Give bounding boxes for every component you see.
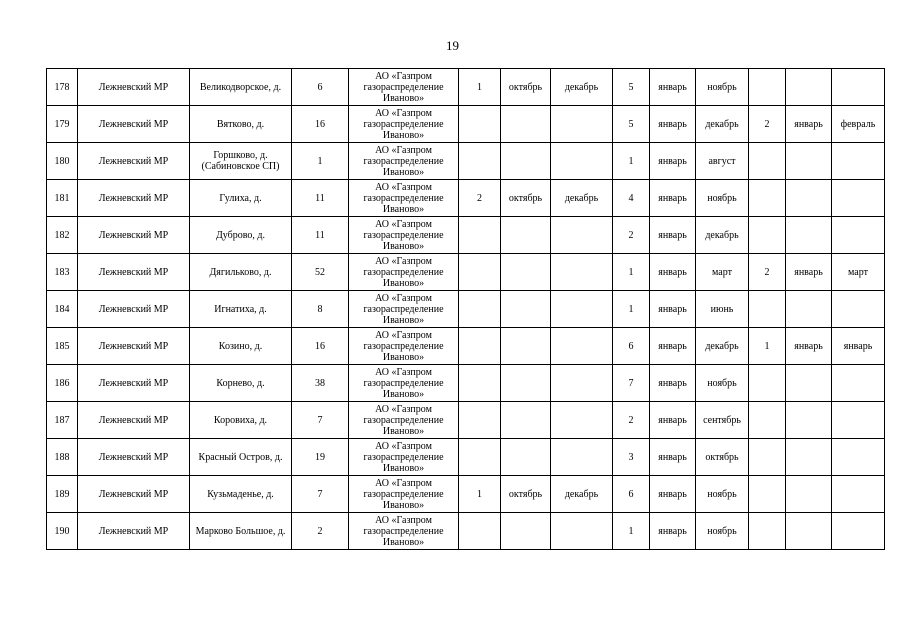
stage3-count-cell bbox=[749, 180, 786, 217]
settlement-cell: Горшково, д. (Сабиновское СП) bbox=[190, 143, 292, 180]
stage1-start-cell bbox=[501, 254, 551, 291]
stage1-count-cell bbox=[459, 328, 501, 365]
stage1-start-cell bbox=[501, 328, 551, 365]
count-cell: 52 bbox=[292, 254, 349, 291]
stage2-start-cell: январь bbox=[650, 106, 696, 143]
stage2-count-cell: 6 bbox=[613, 476, 650, 513]
stage3-count-cell bbox=[749, 476, 786, 513]
row-number-cell: 186 bbox=[47, 365, 78, 402]
stage1-end-cell bbox=[551, 365, 613, 402]
stage3-count-cell bbox=[749, 365, 786, 402]
organization-cell: АО «Газпром газораспределение Иваново» bbox=[349, 143, 459, 180]
organization-cell: АО «Газпром газораспределение Иваново» bbox=[349, 402, 459, 439]
settlement-cell: Великодворское, д. bbox=[190, 69, 292, 106]
row-number-cell: 182 bbox=[47, 217, 78, 254]
district-cell: Лежневский МР bbox=[78, 143, 190, 180]
stage3-count-cell bbox=[749, 439, 786, 476]
stage3-start-cell bbox=[786, 180, 832, 217]
stage2-start-cell: январь bbox=[650, 217, 696, 254]
organization-cell: АО «Газпром газораспределение Иваново» bbox=[349, 69, 459, 106]
stage3-end-cell bbox=[832, 180, 885, 217]
stage1-count-cell: 1 bbox=[459, 69, 501, 106]
stage3-start-cell bbox=[786, 439, 832, 476]
stage2-start-cell: январь bbox=[650, 291, 696, 328]
stage1-start-cell bbox=[501, 217, 551, 254]
stage1-end-cell bbox=[551, 217, 613, 254]
stage3-start-cell: январь bbox=[786, 254, 832, 291]
stage3-start-cell bbox=[786, 217, 832, 254]
count-cell: 1 bbox=[292, 143, 349, 180]
table-row bbox=[47, 254, 885, 291]
district-cell: Лежневский МР bbox=[78, 106, 190, 143]
count-cell: 2 bbox=[292, 513, 349, 550]
stage2-start-cell: январь bbox=[650, 69, 696, 106]
stage3-count-cell bbox=[749, 69, 786, 106]
stage3-end-cell bbox=[832, 476, 885, 513]
settlement-cell: Марково Большое, д. bbox=[190, 513, 292, 550]
stage1-count-cell: 2 bbox=[459, 180, 501, 217]
stage3-count-cell bbox=[749, 291, 786, 328]
stage2-count-cell: 7 bbox=[613, 365, 650, 402]
stage2-count-cell: 2 bbox=[613, 402, 650, 439]
organization-cell: АО «Газпром газораспределение Иваново» bbox=[349, 180, 459, 217]
count-cell: 11 bbox=[292, 217, 349, 254]
stage2-start-cell: январь bbox=[650, 439, 696, 476]
table-row bbox=[47, 69, 885, 106]
table-row bbox=[47, 476, 885, 513]
row-number-cell: 183 bbox=[47, 254, 78, 291]
district-cell: Лежневский МР bbox=[78, 365, 190, 402]
stage3-end-cell bbox=[832, 291, 885, 328]
stage3-start-cell bbox=[786, 402, 832, 439]
row-number-cell: 185 bbox=[47, 328, 78, 365]
settlement-cell: Коровиха, д. bbox=[190, 402, 292, 439]
stage3-end-cell bbox=[832, 513, 885, 550]
row-number-cell: 190 bbox=[47, 513, 78, 550]
stage2-start-cell: январь bbox=[650, 254, 696, 291]
stage1-start-cell bbox=[501, 439, 551, 476]
row-number-cell: 184 bbox=[47, 291, 78, 328]
stage3-start-cell: январь bbox=[786, 106, 832, 143]
stage1-count-cell bbox=[459, 402, 501, 439]
row-number-cell: 181 bbox=[47, 180, 78, 217]
stage1-start-cell bbox=[501, 143, 551, 180]
count-cell: 19 bbox=[292, 439, 349, 476]
table-row bbox=[47, 106, 885, 143]
count-cell: 16 bbox=[292, 106, 349, 143]
stage1-start-cell: октябрь bbox=[501, 180, 551, 217]
stage3-end-cell: март bbox=[832, 254, 885, 291]
table-row bbox=[47, 328, 885, 365]
stage1-end-cell: декабрь bbox=[551, 180, 613, 217]
stage3-count-cell: 2 bbox=[749, 106, 786, 143]
stage2-count-cell: 5 bbox=[613, 69, 650, 106]
stage1-end-cell bbox=[551, 106, 613, 143]
stage3-start-cell bbox=[786, 69, 832, 106]
stage1-end-cell bbox=[551, 254, 613, 291]
stage1-end-cell bbox=[551, 402, 613, 439]
stage2-end-cell: ноябрь bbox=[696, 180, 749, 217]
district-cell: Лежневский МР bbox=[78, 180, 190, 217]
count-cell: 16 bbox=[292, 328, 349, 365]
stage3-end-cell bbox=[832, 69, 885, 106]
stage1-count-cell bbox=[459, 439, 501, 476]
stage1-end-cell bbox=[551, 513, 613, 550]
stage3-end-cell bbox=[832, 143, 885, 180]
stage1-start-cell: октябрь bbox=[501, 69, 551, 106]
stage1-start-cell bbox=[501, 402, 551, 439]
district-cell: Лежневский МР bbox=[78, 69, 190, 106]
stage2-start-cell: январь bbox=[650, 402, 696, 439]
stage2-count-cell: 3 bbox=[613, 439, 650, 476]
stage2-count-cell: 6 bbox=[613, 328, 650, 365]
stage2-count-cell: 1 bbox=[613, 254, 650, 291]
stage2-count-cell: 4 bbox=[613, 180, 650, 217]
table-body bbox=[47, 69, 885, 550]
row-number-cell: 188 bbox=[47, 439, 78, 476]
stage3-start-cell bbox=[786, 513, 832, 550]
row-number-cell: 178 bbox=[47, 69, 78, 106]
stage1-start-cell bbox=[501, 106, 551, 143]
stage3-start-cell bbox=[786, 365, 832, 402]
row-number-cell: 187 bbox=[47, 402, 78, 439]
stage1-end-cell bbox=[551, 143, 613, 180]
stage1-count-cell bbox=[459, 254, 501, 291]
district-cell: Лежневский МР bbox=[78, 291, 190, 328]
stage1-end-cell: декабрь bbox=[551, 476, 613, 513]
stage2-end-cell: ноябрь bbox=[696, 69, 749, 106]
stage2-count-cell: 1 bbox=[613, 291, 650, 328]
stage2-end-cell: март bbox=[696, 254, 749, 291]
stage3-end-cell bbox=[832, 439, 885, 476]
table-row bbox=[47, 439, 885, 476]
stage2-end-cell: октябрь bbox=[696, 439, 749, 476]
stage2-start-cell: январь bbox=[650, 513, 696, 550]
stage2-end-cell: декабрь bbox=[696, 106, 749, 143]
stage1-start-cell bbox=[501, 291, 551, 328]
stage3-count-cell bbox=[749, 217, 786, 254]
settlement-cell: Козино, д. bbox=[190, 328, 292, 365]
stage3-count-cell bbox=[749, 143, 786, 180]
stage3-end-cell bbox=[832, 217, 885, 254]
organization-cell: АО «Газпром газораспределение Иваново» bbox=[349, 291, 459, 328]
stage3-count-cell bbox=[749, 513, 786, 550]
stage1-count-cell bbox=[459, 513, 501, 550]
stage1-end-cell bbox=[551, 439, 613, 476]
stage2-start-cell: январь bbox=[650, 476, 696, 513]
stage3-start-cell bbox=[786, 143, 832, 180]
stage3-count-cell bbox=[749, 402, 786, 439]
table-row bbox=[47, 291, 885, 328]
row-number-cell: 189 bbox=[47, 476, 78, 513]
stage1-count-cell bbox=[459, 143, 501, 180]
organization-cell: АО «Газпром газораспределение Иваново» bbox=[349, 513, 459, 550]
settlement-cell: Игнатиха, д. bbox=[190, 291, 292, 328]
district-cell: Лежневский МР bbox=[78, 476, 190, 513]
count-cell: 7 bbox=[292, 402, 349, 439]
stage1-start-cell bbox=[501, 513, 551, 550]
stage1-count-cell bbox=[459, 217, 501, 254]
stage2-end-cell: декабрь bbox=[696, 328, 749, 365]
stage2-count-cell: 2 bbox=[613, 217, 650, 254]
stage1-start-cell bbox=[501, 365, 551, 402]
district-cell: Лежневский МР bbox=[78, 402, 190, 439]
count-cell: 6 bbox=[292, 69, 349, 106]
stage1-count-cell bbox=[459, 291, 501, 328]
stage2-end-cell: август bbox=[696, 143, 749, 180]
organization-cell: АО «Газпром газораспределение Иваново» bbox=[349, 217, 459, 254]
organization-cell: АО «Газпром газораспределение Иваново» bbox=[349, 106, 459, 143]
stage1-count-cell bbox=[459, 106, 501, 143]
settlement-cell: Дуброво, д. bbox=[190, 217, 292, 254]
stage3-end-cell: январь bbox=[832, 328, 885, 365]
organization-cell: АО «Газпром газораспределение Иваново» bbox=[349, 476, 459, 513]
stage3-count-cell: 2 bbox=[749, 254, 786, 291]
count-cell: 7 bbox=[292, 476, 349, 513]
stage3-start-cell bbox=[786, 291, 832, 328]
stage2-end-cell: ноябрь bbox=[696, 476, 749, 513]
organization-cell: АО «Газпром газораспределение Иваново» bbox=[349, 439, 459, 476]
settlement-cell: Красный Остров, д. bbox=[190, 439, 292, 476]
count-cell: 8 bbox=[292, 291, 349, 328]
stage2-count-cell: 1 bbox=[613, 143, 650, 180]
stage1-start-cell: октябрь bbox=[501, 476, 551, 513]
district-cell: Лежневский МР bbox=[78, 217, 190, 254]
stage2-end-cell: ноябрь bbox=[696, 513, 749, 550]
table-row bbox=[47, 513, 885, 550]
stage3-count-cell: 1 bbox=[749, 328, 786, 365]
stage2-count-cell: 1 bbox=[613, 513, 650, 550]
stage2-end-cell: июнь bbox=[696, 291, 749, 328]
district-cell: Лежневский МР bbox=[78, 513, 190, 550]
count-cell: 11 bbox=[292, 180, 349, 217]
district-cell: Лежневский МР bbox=[78, 254, 190, 291]
organization-cell: АО «Газпром газораспределение Иваново» bbox=[349, 328, 459, 365]
stage3-start-cell bbox=[786, 476, 832, 513]
page-number: 19 bbox=[446, 38, 459, 53]
stage2-start-cell: январь bbox=[650, 180, 696, 217]
stage1-count-cell bbox=[459, 365, 501, 402]
stage3-start-cell: январь bbox=[786, 328, 832, 365]
stage2-start-cell: январь bbox=[650, 365, 696, 402]
settlement-cell: Вятково, д. bbox=[190, 106, 292, 143]
gasification-table bbox=[46, 68, 885, 550]
stage2-count-cell: 5 bbox=[613, 106, 650, 143]
district-cell: Лежневский МР bbox=[78, 328, 190, 365]
settlement-cell: Дягильково, д. bbox=[190, 254, 292, 291]
table-row bbox=[47, 180, 885, 217]
stage3-end-cell: февраль bbox=[832, 106, 885, 143]
row-number-cell: 180 bbox=[47, 143, 78, 180]
row-number-cell: 179 bbox=[47, 106, 78, 143]
stage1-count-cell: 1 bbox=[459, 476, 501, 513]
stage2-start-cell: январь bbox=[650, 328, 696, 365]
stage2-end-cell: сентябрь bbox=[696, 402, 749, 439]
table-row bbox=[47, 365, 885, 402]
settlement-cell: Гулиха, д. bbox=[190, 180, 292, 217]
table-row bbox=[47, 143, 885, 180]
table-row bbox=[47, 217, 885, 254]
stage1-end-cell bbox=[551, 328, 613, 365]
count-cell: 38 bbox=[292, 365, 349, 402]
stage2-start-cell: январь bbox=[650, 143, 696, 180]
district-cell: Лежневский МР bbox=[78, 439, 190, 476]
stage3-end-cell bbox=[832, 365, 885, 402]
organization-cell: АО «Газпром газораспределение Иваново» bbox=[349, 365, 459, 402]
stage1-end-cell: декабрь bbox=[551, 69, 613, 106]
stage1-end-cell bbox=[551, 291, 613, 328]
stage2-end-cell: декабрь bbox=[696, 217, 749, 254]
settlement-cell: Кузьмаденье, д. bbox=[190, 476, 292, 513]
organization-cell: АО «Газпром газораспределение Иваново» bbox=[349, 254, 459, 291]
stage3-end-cell bbox=[832, 402, 885, 439]
stage2-end-cell: ноябрь bbox=[696, 365, 749, 402]
table-row bbox=[47, 402, 885, 439]
settlement-cell: Корнево, д. bbox=[190, 365, 292, 402]
